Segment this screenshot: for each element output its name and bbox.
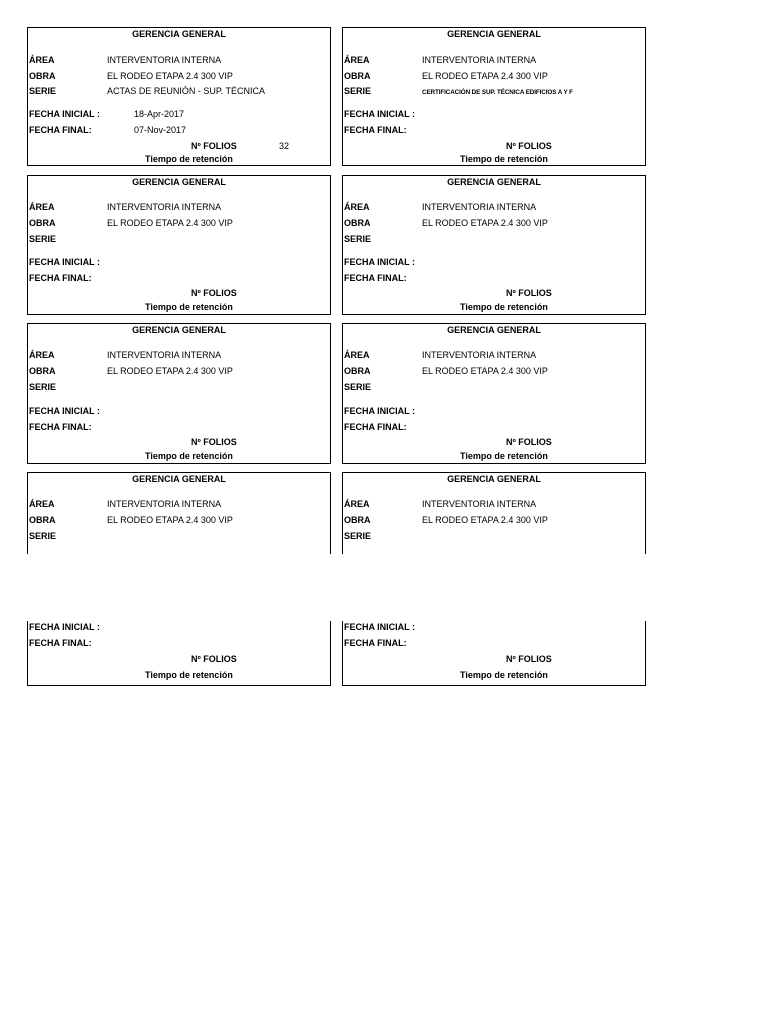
obra-value: EL RODEO ETAPA 2.4 300 VIP <box>422 218 548 228</box>
area-value: INTERVENTORIA INTERNA <box>107 202 222 212</box>
folios-label: Nº FOLIOS <box>506 437 552 447</box>
card-header: GERENCIA GENERAL <box>132 177 226 187</box>
label-card-7-bottom <box>27 621 331 686</box>
card-header: GERENCIA GENERAL <box>447 325 541 335</box>
area-value: INTERVENTORIA INTERNA <box>107 499 222 509</box>
folios-label: Nº FOLIOS <box>506 141 552 151</box>
fecha-inicial-label: FECHA INICIAL : <box>29 622 100 632</box>
serie-label: SERIE <box>344 531 372 541</box>
retencion-label: Tiempo de retención <box>145 154 233 164</box>
area-label: ÁREA <box>29 202 55 212</box>
folios-label: Nº FOLIOS <box>506 654 552 664</box>
obra-value: EL RODEO ETAPA 2.4 300 VIP <box>107 71 233 81</box>
fecha-inicial-label: FECHA INICIAL : <box>344 406 415 416</box>
fecha-inicial-label: FECHA INICIAL : <box>29 257 100 267</box>
card-header: GERENCIA GENERAL <box>447 29 541 39</box>
folios-label: Nº FOLIOS <box>506 288 552 298</box>
area-label: ÁREA <box>344 499 370 509</box>
fecha-inicial-label: FECHA INICIAL : <box>344 622 415 632</box>
label-card-4 <box>342 175 646 315</box>
obra-value: EL RODEO ETAPA 2.4 300 VIP <box>422 71 548 81</box>
folios-label: Nº FOLIOS <box>191 141 237 151</box>
area-value: INTERVENTORIA INTERNA <box>422 350 537 360</box>
obra-label: OBRA <box>344 218 371 228</box>
folios-label: Nº FOLIOS <box>191 288 237 298</box>
label-card-3 <box>27 175 331 315</box>
fecha-final-label: FECHA FINAL: <box>29 125 92 135</box>
area-label: ÁREA <box>29 350 55 360</box>
folios-label: Nº FOLIOS <box>191 654 237 664</box>
fecha-final-label: FECHA FINAL: <box>344 638 407 648</box>
fecha-final-label: FECHA FINAL: <box>344 422 407 432</box>
retencion-label: Tiempo de retención <box>460 670 548 680</box>
area-value: INTERVENTORIA INTERNA <box>107 55 222 65</box>
fecha-inicial-label: FECHA INICIAL : <box>344 257 415 267</box>
fecha-inicial-value: 18-Apr-2017 <box>134 109 185 119</box>
serie-label: SERIE <box>29 531 57 541</box>
retencion-label: Tiempo de retención <box>145 451 233 461</box>
serie-label: SERIE <box>29 382 57 392</box>
obra-label: OBRA <box>344 515 371 525</box>
folios-value: 32 <box>279 141 290 151</box>
retencion-label: Tiempo de retención <box>460 451 548 461</box>
label-card-8-top <box>342 472 646 554</box>
label-card-8-bottom <box>342 621 646 686</box>
area-label: ÁREA <box>344 55 370 65</box>
area-label: ÁREA <box>344 202 370 212</box>
obra-label: OBRA <box>344 366 371 376</box>
fecha-inicial-label: FECHA INICIAL : <box>29 406 100 416</box>
serie-label: SERIE <box>344 86 372 96</box>
fecha-final-label: FECHA FINAL: <box>29 638 92 648</box>
retencion-label: Tiempo de retención <box>145 302 233 312</box>
obra-value: EL RODEO ETAPA 2.4 300 VIP <box>107 366 233 376</box>
area-label: ÁREA <box>344 350 370 360</box>
obra-label: OBRA <box>29 71 56 81</box>
card-header: GERENCIA GENERAL <box>132 474 226 484</box>
obra-label: OBRA <box>29 218 56 228</box>
fecha-final-label: FECHA FINAL: <box>29 422 92 432</box>
area-label: ÁREA <box>29 499 55 509</box>
obra-label: OBRA <box>344 71 371 81</box>
card-header: GERENCIA GENERAL <box>132 325 226 335</box>
label-card-7-top <box>27 472 331 554</box>
fecha-inicial-label: FECHA INICIAL : <box>29 109 100 119</box>
label-card-6 <box>342 323 646 464</box>
obra-value: EL RODEO ETAPA 2.4 300 VIP <box>422 515 548 525</box>
obra-label: OBRA <box>29 366 56 376</box>
card-header: GERENCIA GENERAL <box>447 474 541 484</box>
label-card-2 <box>342 27 646 166</box>
label-card-5 <box>27 323 331 464</box>
retencion-label: Tiempo de retención <box>460 154 548 164</box>
obra-value: EL RODEO ETAPA 2.4 300 VIP <box>107 515 233 525</box>
retencion-label: Tiempo de retención <box>145 670 233 680</box>
obra-label: OBRA <box>29 515 56 525</box>
fecha-final-label: FECHA FINAL: <box>344 273 407 283</box>
folios-label: Nº FOLIOS <box>191 437 237 447</box>
card-header: GERENCIA GENERAL <box>132 29 226 39</box>
retencion-label: Tiempo de retención <box>460 302 548 312</box>
serie-label: SERIE <box>344 234 372 244</box>
obra-value: EL RODEO ETAPA 2.4 300 VIP <box>422 366 548 376</box>
area-label: ÁREA <box>29 55 55 65</box>
fecha-final-label: FECHA FINAL: <box>344 125 407 135</box>
fecha-final-value: 07-Nov-2017 <box>134 125 187 135</box>
obra-value: EL RODEO ETAPA 2.4 300 VIP <box>107 218 233 228</box>
fecha-inicial-label: FECHA INICIAL : <box>344 109 415 119</box>
serie-value: CERTIFICACIÓN DE SUP. TÉCNICA EDIFICIOS A Y F <box>422 89 573 96</box>
serie-label: SERIE <box>344 382 372 392</box>
area-value: INTERVENTORIA INTERNA <box>107 350 222 360</box>
card-header: GERENCIA GENERAL <box>447 177 541 187</box>
serie-label: SERIE <box>29 86 57 96</box>
serie-value: ACTAS DE REUNIÓN - SUP. TÉCNICA <box>107 86 266 96</box>
area-value: INTERVENTORIA INTERNA <box>422 55 537 65</box>
fecha-final-label: FECHA FINAL: <box>29 273 92 283</box>
area-value: INTERVENTORIA INTERNA <box>422 499 537 509</box>
serie-label: SERIE <box>29 234 57 244</box>
area-value: INTERVENTORIA INTERNA <box>422 202 537 212</box>
label-card-1 <box>27 27 331 166</box>
